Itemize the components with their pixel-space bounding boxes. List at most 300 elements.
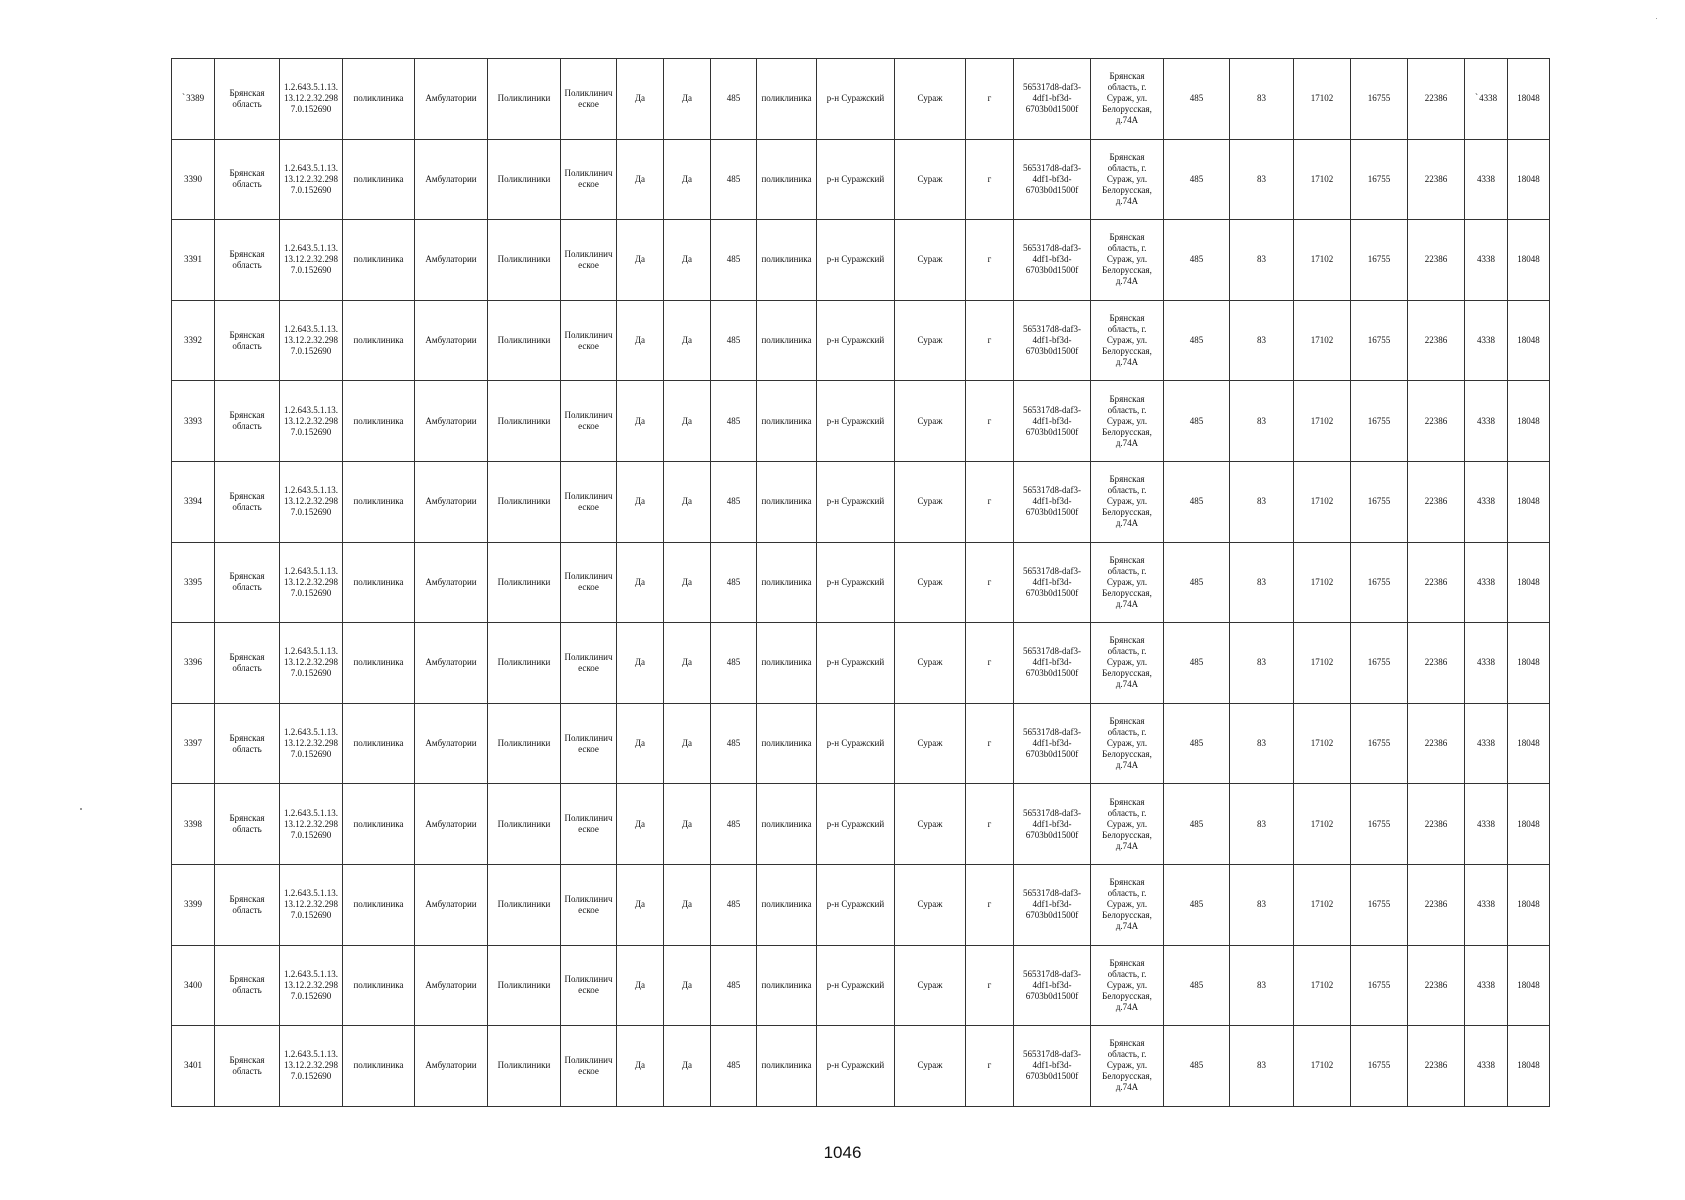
- flag-a-cell: Да: [617, 59, 664, 140]
- flag-a-cell: Да: [617, 1026, 664, 1107]
- type-cell: Поликлиники: [488, 139, 561, 220]
- org-name-cell: поликлиника: [343, 59, 415, 140]
- district-cell: р-н Суражский: [817, 1026, 895, 1107]
- guid-cell: 565317d8-daf3-4df1-bf3d-6703b0d1500f: [1014, 300, 1091, 381]
- conditions-cell: Амбулатории: [415, 220, 488, 301]
- address-cell: Брянская область, г. Сураж, ул. Белорусская, д.74А: [1091, 623, 1164, 704]
- value-6-cell-text: 4338: [1477, 657, 1495, 668]
- oid-cell: 1.2.643.5.1.13.13.12.2.32.298 7.0.152690: [280, 139, 343, 220]
- row-number: [172, 59, 215, 140]
- value-4-cell: 16755: [1351, 703, 1408, 784]
- value-7-cell: 18048: [1508, 59, 1550, 140]
- table-row: [172, 945, 1550, 1026]
- value-4-cell: 16755: [1351, 1026, 1408, 1107]
- value-4-cell: 16755: [1351, 542, 1408, 623]
- value-3-cell: 17102: [1294, 1026, 1351, 1107]
- org-name-cell: поликлиника: [343, 300, 415, 381]
- value-5-cell: 22386: [1408, 703, 1465, 784]
- conditions-cell: Амбулатории: [415, 1026, 488, 1107]
- guid-cell: 565317d8-daf3-4df1-bf3d-6703b0d1500f: [1014, 542, 1091, 623]
- value-6-cell: [1465, 461, 1508, 542]
- guid-cell: 565317d8-daf3-4df1-bf3d-6703b0d1500f: [1014, 623, 1091, 704]
- row-number-text: 3390: [184, 173, 202, 184]
- value-2-cell: 83: [1230, 139, 1294, 220]
- row-number: [172, 381, 215, 462]
- guid-cell: 565317d8-daf3-4df1-bf3d-6703b0d1500f: [1014, 945, 1091, 1026]
- flag-b-cell: Да: [664, 139, 711, 220]
- row-number: [172, 300, 215, 381]
- city-cell: Сураж: [895, 59, 966, 140]
- flag-a-cell: Да: [617, 945, 664, 1026]
- flag-a-cell: Да: [617, 864, 664, 945]
- org-name-cell: поликлиника: [343, 139, 415, 220]
- flag-b-cell: Да: [664, 542, 711, 623]
- flag-a-cell: Да: [617, 623, 664, 704]
- flag-a-cell: Да: [617, 784, 664, 865]
- value-6-cell-text: 4338: [1477, 496, 1495, 507]
- value-3-cell: 17102: [1294, 945, 1351, 1026]
- short-name-cell: поликлиника: [757, 220, 817, 301]
- value-5-cell: 22386: [1408, 220, 1465, 301]
- conditions-cell: Амбулатории: [415, 59, 488, 140]
- region-cell: Брянская область: [215, 945, 280, 1026]
- code-cell: 485: [711, 59, 757, 140]
- short-name-cell: поликлиника: [757, 139, 817, 220]
- row-number: [172, 703, 215, 784]
- conditions-cell: Амбулатории: [415, 542, 488, 623]
- value-6-cell: [1465, 864, 1508, 945]
- district-cell: р-н Суражский: [817, 864, 895, 945]
- value-4-cell: 16755: [1351, 59, 1408, 140]
- table-row: [172, 59, 1550, 140]
- city-cell: Сураж: [895, 864, 966, 945]
- org-name-cell: поликлиника: [343, 945, 415, 1026]
- table-row: [172, 703, 1550, 784]
- conditions-cell: Амбулатории: [415, 703, 488, 784]
- value-1-cell: 485: [1164, 945, 1230, 1026]
- district-cell: р-н Суражский: [817, 59, 895, 140]
- oid-cell: 1.2.643.5.1.13.13.12.2.32.298 7.0.152690: [280, 864, 343, 945]
- city-type-cell: г: [966, 945, 1014, 1026]
- district-cell: р-н Суражский: [817, 139, 895, 220]
- row-number-text: 3398: [184, 818, 202, 829]
- value-7-cell: 18048: [1508, 864, 1550, 945]
- code-cell: 485: [711, 784, 757, 865]
- value-6-cell: [1465, 542, 1508, 623]
- value-6-cell-text: 4338: [1477, 979, 1495, 990]
- type-cell: Поликлиники: [488, 864, 561, 945]
- value-2-cell: 83: [1230, 784, 1294, 865]
- value-6-cell-text: 4338: [1477, 738, 1495, 749]
- value-7-cell: 18048: [1508, 542, 1550, 623]
- profile-cell: Поликлиническое: [561, 381, 617, 462]
- city-type-cell: г: [966, 703, 1014, 784]
- code-cell: 485: [711, 220, 757, 301]
- flag-a-cell: Да: [617, 381, 664, 462]
- short-name-cell: поликлиника: [757, 945, 817, 1026]
- type-cell: Поликлиники: [488, 381, 561, 462]
- row-number: [172, 461, 215, 542]
- value-6-cell-text: 4338: [1477, 818, 1495, 829]
- code-cell: 485: [711, 945, 757, 1026]
- value-7-cell: 18048: [1508, 220, 1550, 301]
- org-name-cell: поликлиника: [343, 623, 415, 704]
- value-6-cell: [1465, 1026, 1508, 1107]
- flag-b-cell: Да: [664, 220, 711, 301]
- oid-cell: 1.2.643.5.1.13.13.12.2.32.298 7.0.152690: [280, 1026, 343, 1107]
- conditions-cell: Амбулатории: [415, 864, 488, 945]
- conditions-cell: Амбулатории: [415, 139, 488, 220]
- table-row: [172, 784, 1550, 865]
- oid-cell: 1.2.643.5.1.13.13.12.2.32.298 7.0.152690: [280, 542, 343, 623]
- value-5-cell: 22386: [1408, 784, 1465, 865]
- value-5-cell: 22386: [1408, 59, 1465, 140]
- oid-cell: 1.2.643.5.1.13.13.12.2.32.298 7.0.152690: [280, 59, 343, 140]
- city-cell: Сураж: [895, 623, 966, 704]
- row-number-text: 3397: [184, 738, 202, 749]
- guid-cell: 565317d8-daf3-4df1-bf3d-6703b0d1500f: [1014, 1026, 1091, 1107]
- table-row: [172, 139, 1550, 220]
- region-cell: Брянская область: [215, 59, 280, 140]
- city-cell: Сураж: [895, 461, 966, 542]
- value-6-cell-text: 4338: [1477, 173, 1495, 184]
- guid-cell: 565317d8-daf3-4df1-bf3d-6703b0d1500f: [1014, 461, 1091, 542]
- value-6-cell-text: 4338: [1477, 1060, 1495, 1071]
- registry-sheet: [171, 58, 1545, 1106]
- value-2-cell: 83: [1230, 220, 1294, 301]
- value-6-cell: [1465, 139, 1508, 220]
- value-7-cell: 18048: [1508, 623, 1550, 704]
- city-type-cell: г: [966, 300, 1014, 381]
- conditions-cell: Амбулатории: [415, 784, 488, 865]
- row-number: [172, 1026, 215, 1107]
- table-row: [172, 864, 1550, 945]
- value-1-cell: 485: [1164, 703, 1230, 784]
- scan-speck: [1656, 18, 1657, 19]
- region-cell: Брянская область: [215, 220, 280, 301]
- code-cell: 485: [711, 461, 757, 542]
- region-cell: Брянская область: [215, 381, 280, 462]
- short-name-cell: поликлиника: [757, 784, 817, 865]
- value-6-cell: [1465, 945, 1508, 1026]
- profile-cell: Поликлиническое: [561, 300, 617, 381]
- type-cell: Поликлиники: [488, 623, 561, 704]
- value-3-cell: 17102: [1294, 864, 1351, 945]
- flag-a-cell: Да: [617, 139, 664, 220]
- table-row: [172, 461, 1550, 542]
- type-cell: Поликлиники: [488, 703, 561, 784]
- value-2-cell: 83: [1230, 945, 1294, 1026]
- district-cell: р-н Суражский: [817, 623, 895, 704]
- flag-a-cell: Да: [617, 542, 664, 623]
- profile-cell: Поликлиническое: [561, 542, 617, 623]
- city-type-cell: г: [966, 381, 1014, 462]
- city-cell: Сураж: [895, 945, 966, 1026]
- district-cell: р-н Суражский: [817, 300, 895, 381]
- code-cell: 485: [711, 623, 757, 704]
- city-type-cell: г: [966, 461, 1014, 542]
- value-2-cell: 83: [1230, 461, 1294, 542]
- value-5-cell: 22386: [1408, 1026, 1465, 1107]
- value-2-cell: 83: [1230, 381, 1294, 462]
- value-1-cell: 485: [1164, 220, 1230, 301]
- oid-cell: 1.2.643.5.1.13.13.12.2.32.298 7.0.152690: [280, 220, 343, 301]
- flag-a-cell: Да: [617, 220, 664, 301]
- value-7-cell: 18048: [1508, 139, 1550, 220]
- value-3-cell: 17102: [1294, 703, 1351, 784]
- city-cell: Сураж: [895, 300, 966, 381]
- value-3-cell: 17102: [1294, 381, 1351, 462]
- region-cell: Брянская область: [215, 300, 280, 381]
- profile-cell: Поликлиническое: [561, 703, 617, 784]
- org-name-cell: поликлиника: [343, 784, 415, 865]
- value-4-cell: 16755: [1351, 945, 1408, 1026]
- row-number-text: 3393: [184, 415, 202, 426]
- registry-rows: [172, 59, 1550, 1107]
- value-1-cell: 485: [1164, 381, 1230, 462]
- conditions-cell: Амбулатории: [415, 945, 488, 1026]
- city-cell: Сураж: [895, 703, 966, 784]
- conditions-cell: Амбулатории: [415, 300, 488, 381]
- guid-cell: 565317d8-daf3-4df1-bf3d-6703b0d1500f: [1014, 139, 1091, 220]
- short-name-cell: поликлиника: [757, 59, 817, 140]
- value-1-cell: 485: [1164, 784, 1230, 865]
- guid-cell: 565317d8-daf3-4df1-bf3d-6703b0d1500f: [1014, 381, 1091, 462]
- type-cell: Поликлиники: [488, 461, 561, 542]
- value-1-cell: 485: [1164, 139, 1230, 220]
- flag-b-cell: Да: [664, 59, 711, 140]
- row-number: [172, 542, 215, 623]
- guid-cell: 565317d8-daf3-4df1-bf3d-6703b0d1500f: [1014, 864, 1091, 945]
- flag-a-cell: Да: [617, 703, 664, 784]
- code-cell: 485: [711, 1026, 757, 1107]
- value-3-cell: 17102: [1294, 59, 1351, 140]
- value-1-cell: 485: [1164, 300, 1230, 381]
- value-7-cell: 18048: [1508, 784, 1550, 865]
- row-number-text: 3395: [184, 576, 202, 587]
- flag-b-cell: Да: [664, 1026, 711, 1107]
- value-7-cell: 18048: [1508, 300, 1550, 381]
- value-4-cell: 16755: [1351, 139, 1408, 220]
- row-number: [172, 623, 215, 704]
- org-name-cell: поликлиника: [343, 381, 415, 462]
- profile-cell: Поликлиническое: [561, 864, 617, 945]
- profile-cell: Поликлиническое: [561, 945, 617, 1026]
- city-type-cell: г: [966, 864, 1014, 945]
- short-name-cell: поликлиника: [757, 300, 817, 381]
- type-cell: Поликлиники: [488, 542, 561, 623]
- city-cell: Сураж: [895, 1026, 966, 1107]
- city-type-cell: г: [966, 784, 1014, 865]
- profile-cell: Поликлиническое: [561, 139, 617, 220]
- city-type-cell: г: [966, 139, 1014, 220]
- org-name-cell: поликлиника: [343, 703, 415, 784]
- value-2-cell: 83: [1230, 59, 1294, 140]
- address-cell: Брянская область, г. Сураж, ул. Белорусская, д.74А: [1091, 381, 1164, 462]
- value-5-cell: 22386: [1408, 542, 1465, 623]
- district-cell: р-н Суражский: [817, 784, 895, 865]
- value-7-cell: 18048: [1508, 381, 1550, 462]
- oid-cell: 1.2.643.5.1.13.13.12.2.32.298 7.0.152690: [280, 703, 343, 784]
- value-6-cell-text: 4338: [1477, 254, 1495, 265]
- value-6-cell-text: 4338: [1477, 899, 1495, 910]
- value-2-cell: 83: [1230, 300, 1294, 381]
- row-number: [172, 220, 215, 301]
- conditions-cell: Амбулатории: [415, 461, 488, 542]
- org-name-cell: поликлиника: [343, 542, 415, 623]
- code-cell: 485: [711, 139, 757, 220]
- value-3-cell: 17102: [1294, 542, 1351, 623]
- value-1-cell: 485: [1164, 1026, 1230, 1107]
- value-2-cell: 83: [1230, 1026, 1294, 1107]
- table-row: [172, 300, 1550, 381]
- address-cell: Брянская область, г. Сураж, ул. Белорусская, д.74А: [1091, 542, 1164, 623]
- short-name-cell: поликлиника: [757, 703, 817, 784]
- value-3-cell: 17102: [1294, 784, 1351, 865]
- code-cell: 485: [711, 542, 757, 623]
- short-name-cell: поликлиника: [757, 623, 817, 704]
- region-cell: Брянская область: [215, 623, 280, 704]
- region-cell: Брянская область: [215, 542, 280, 623]
- oid-cell: 1.2.643.5.1.13.13.12.2.32.298 7.0.152690: [280, 381, 343, 462]
- row-number: [172, 864, 215, 945]
- guid-cell: 565317d8-daf3-4df1-bf3d-6703b0d1500f: [1014, 784, 1091, 865]
- profile-cell: Поликлиническое: [561, 220, 617, 301]
- value-4-cell: 16755: [1351, 784, 1408, 865]
- oid-cell: 1.2.643.5.1.13.13.12.2.32.298 7.0.152690: [280, 784, 343, 865]
- value-1-cell: 485: [1164, 623, 1230, 704]
- code-cell: 485: [711, 381, 757, 462]
- handwritten-tick-mark: `: [181, 93, 186, 105]
- region-cell: Брянская область: [215, 461, 280, 542]
- table-row: [172, 220, 1550, 301]
- row-number: [172, 139, 215, 220]
- flag-b-cell: Да: [664, 703, 711, 784]
- registry-table: [171, 58, 1550, 1107]
- value-3-cell: 17102: [1294, 220, 1351, 301]
- flag-a-cell: Да: [617, 300, 664, 381]
- type-cell: Поликлиники: [488, 300, 561, 381]
- org-name-cell: поликлиника: [343, 864, 415, 945]
- oid-cell: 1.2.643.5.1.13.13.12.2.32.298 7.0.152690: [280, 300, 343, 381]
- type-cell: Поликлиники: [488, 59, 561, 140]
- value-5-cell: 22386: [1408, 381, 1465, 462]
- short-name-cell: поликлиника: [757, 381, 817, 462]
- value-6-cell: [1465, 381, 1508, 462]
- value-6-cell: [1465, 220, 1508, 301]
- city-type-cell: г: [966, 623, 1014, 704]
- type-cell: Поликлиники: [488, 1026, 561, 1107]
- conditions-cell: Амбулатории: [415, 381, 488, 462]
- district-cell: р-н Суражский: [817, 542, 895, 623]
- city-cell: Сураж: [895, 220, 966, 301]
- table-row: [172, 1026, 1550, 1107]
- conditions-cell: Амбулатории: [415, 623, 488, 704]
- row-number-text: 3399: [184, 899, 202, 910]
- city-type-cell: г: [966, 542, 1014, 623]
- short-name-cell: поликлиника: [757, 542, 817, 623]
- value-2-cell: 83: [1230, 542, 1294, 623]
- value-6-cell: [1465, 703, 1508, 784]
- type-cell: Поликлиники: [488, 784, 561, 865]
- flag-b-cell: Да: [664, 864, 711, 945]
- oid-cell: 1.2.643.5.1.13.13.12.2.32.298 7.0.152690: [280, 461, 343, 542]
- row-number-text: 3401: [184, 1060, 202, 1071]
- value-5-cell: 22386: [1408, 300, 1465, 381]
- row-number-text: 3389: [186, 93, 205, 104]
- district-cell: р-н Суражский: [817, 945, 895, 1026]
- profile-cell: Поликлиническое: [561, 461, 617, 542]
- value-6-cell: [1465, 59, 1508, 140]
- value-6-cell-text: 4338: [1477, 576, 1495, 587]
- city-cell: Сураж: [895, 381, 966, 462]
- district-cell: р-н Суражский: [817, 703, 895, 784]
- org-name-cell: поликлиника: [343, 461, 415, 542]
- district-cell: р-н Суражский: [817, 381, 895, 462]
- city-cell: Сураж: [895, 139, 966, 220]
- value-1-cell: 485: [1164, 461, 1230, 542]
- city-type-cell: г: [966, 1026, 1014, 1107]
- value-3-cell: 17102: [1294, 461, 1351, 542]
- value-6-cell: [1465, 784, 1508, 865]
- value-7-cell: 18048: [1508, 703, 1550, 784]
- row-number-text: 3400: [184, 979, 202, 990]
- region-cell: Брянская область: [215, 703, 280, 784]
- flag-b-cell: Да: [664, 300, 711, 381]
- type-cell: Поликлиники: [488, 945, 561, 1026]
- row-number-text: 3394: [184, 496, 202, 507]
- value-3-cell: 17102: [1294, 623, 1351, 704]
- value-6-cell-text: 4338: [1479, 93, 1498, 104]
- value-6-cell: [1465, 300, 1508, 381]
- short-name-cell: поликлиника: [757, 461, 817, 542]
- table-row: [172, 381, 1550, 462]
- address-cell: Брянская область, г. Сураж, ул. Белорусская, д.74А: [1091, 461, 1164, 542]
- oid-cell: 1.2.643.5.1.13.13.12.2.32.298 7.0.152690: [280, 623, 343, 704]
- district-cell: р-н Суражский: [817, 220, 895, 301]
- profile-cell: Поликлиническое: [561, 59, 617, 140]
- value-6-cell-text: 4338: [1477, 335, 1495, 346]
- value-1-cell: 485: [1164, 864, 1230, 945]
- value-3-cell: 17102: [1294, 300, 1351, 381]
- oid-cell: 1.2.643.5.1.13.13.12.2.32.298 7.0.152690: [280, 945, 343, 1026]
- value-5-cell: 22386: [1408, 461, 1465, 542]
- flag-b-cell: Да: [664, 381, 711, 462]
- guid-cell: 565317d8-daf3-4df1-bf3d-6703b0d1500f: [1014, 59, 1091, 140]
- address-cell: Брянская область, г. Сураж, ул. Белорусская, д.74А: [1091, 59, 1164, 140]
- value-7-cell: 18048: [1508, 461, 1550, 542]
- scan-speck: [80, 808, 82, 810]
- value-6-cell: [1465, 623, 1508, 704]
- value-7-cell: 18048: [1508, 945, 1550, 1026]
- value-4-cell: 16755: [1351, 381, 1408, 462]
- short-name-cell: поликлиника: [757, 1026, 817, 1107]
- code-cell: 485: [711, 300, 757, 381]
- address-cell: Брянская область, г. Сураж, ул. Белорусская, д.74А: [1091, 220, 1164, 301]
- value-2-cell: 83: [1230, 703, 1294, 784]
- value-5-cell: 22386: [1408, 945, 1465, 1026]
- value-5-cell: 22386: [1408, 139, 1465, 220]
- table-row: [172, 623, 1550, 704]
- guid-cell: 565317d8-daf3-4df1-bf3d-6703b0d1500f: [1014, 703, 1091, 784]
- value-7-cell: 18048: [1508, 1026, 1550, 1107]
- value-4-cell: 16755: [1351, 300, 1408, 381]
- value-3-cell: 17102: [1294, 139, 1351, 220]
- city-type-cell: г: [966, 59, 1014, 140]
- type-cell: Поликлиники: [488, 220, 561, 301]
- row-number: [172, 945, 215, 1026]
- short-name-cell: поликлиника: [757, 864, 817, 945]
